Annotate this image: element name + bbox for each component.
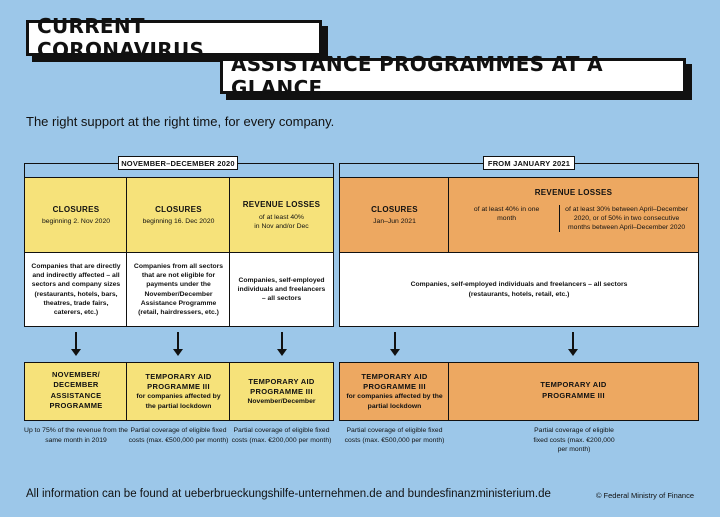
period-label-nov-dec: NOVEMBER–DECEMBER 2020 <box>118 156 238 170</box>
programme-2-title: TEMPORARY AID PROGRAMME III <box>145 372 212 392</box>
header-closures-nov-title: CLOSURES <box>52 204 100 214</box>
programme-2-sub: for companies affected by the partial lockdown <box>136 393 221 410</box>
programme-temporary-aid-jan <box>448 362 699 421</box>
note-col5: Partial coverage of eligible fixed costs (max. €200,000 per month) <box>533 427 615 454</box>
arrow-col5 <box>568 332 578 356</box>
eligibility-jan-subtext: (restaurants, hotels, retail, etc.) <box>468 290 570 298</box>
programme-1-title: NOVEMBER/ DECEMBER ASSISTANCE PROGRAMME <box>49 370 103 410</box>
programme-3-title: TEMPORARY AID PROGRAMME III <box>248 376 315 396</box>
programme-5-title: TEMPORARY AID PROGRAMME III <box>540 380 607 400</box>
header-revenue-losses-jan-title: REVENUE LOSSES <box>534 188 613 197</box>
header-revenue-losses-nov-title: REVENUE LOSSES <box>242 199 321 209</box>
header-revenue-losses-nov-line1: of at least 40% <box>259 213 304 221</box>
eligibility-col2-text: Companies from all sectors that are not eligible for payments under the November/December Assistance Programme (retail, hairdressers, etc.) <box>133 262 224 316</box>
header-revenue-losses-jan-right: of at least 30% between April–December 2020, or of 50% in two consecutive months between April–December 2020 <box>559 205 693 233</box>
note-col1: Up to 75% of the revenue from the same month in 2019 <box>24 427 128 444</box>
subtitle: The right support at the right time, for every company. <box>26 114 335 129</box>
eligibility-col3 <box>229 252 334 327</box>
header-revenue-losses-jan <box>448 177 699 254</box>
eligibility-col2 <box>126 252 231 327</box>
programme-temporary-aid-partial <box>126 362 231 421</box>
eligibility-jan <box>339 252 699 327</box>
period-label-jan: FROM JANUARY 2021 <box>483 156 575 170</box>
programme-3-sub: November/December <box>247 398 316 406</box>
header-closures-dec-date: beginning 16. Dec 2020 <box>142 218 215 226</box>
header-closures-dec-title: CLOSURES <box>155 204 202 214</box>
arrow-col3 <box>277 332 287 356</box>
header-closures-jan-date: Jan–Jun 2021 <box>373 218 416 226</box>
header-closures-nov <box>24 177 128 254</box>
programme-4-sub: for companies affected by the partial lockdown <box>346 393 443 410</box>
footer-info: All information can be found at ueberbrueckungshilfe-unternehmen.de and bundesfinanzministerium.de <box>26 488 551 500</box>
header-revenue-losses-nov <box>229 177 334 254</box>
programme-4-title: TEMPORARY AID PROGRAMME III <box>361 372 428 392</box>
title-line-1: CURRENT CORONAVIRUS <box>26 20 322 56</box>
note-col4: Partial coverage of eligible fixed costs (max. €500,000 per month) <box>344 427 445 444</box>
header-revenue-losses-nov-line2: in Nov and/or Dec <box>254 222 309 230</box>
eligibility-jan-text: Companies, self-employed individuals and freelancers – all sectors <box>410 281 628 289</box>
programme-nov-dec-assistance <box>24 362 128 421</box>
eligibility-col1-text: Companies that are directly and indirectly affected – all sectors and company sizes (restaurants, hotels, bars, theatres, trade fairs, caterers, etc.) <box>31 262 121 316</box>
header-closures-dec <box>126 177 231 254</box>
title-line-2: ASSISTANCE PROGRAMMES AT A GLANCE <box>220 58 686 94</box>
header-closures-jan <box>339 177 450 254</box>
eligibility-col1 <box>24 252 128 327</box>
programme-temporary-aid-jan-partial <box>339 362 450 421</box>
arrow-col4 <box>390 332 400 356</box>
arrow-col1 <box>71 332 81 356</box>
copyright: © Federal Ministry of Finance <box>595 491 694 500</box>
note-col3: Partial coverage of eligible fixed costs (max. €200,000 per month) <box>231 427 332 444</box>
eligibility-col3-text: Companies, self-employed individuals and freelancers – all sectors <box>237 276 326 303</box>
header-closures-nov-date: beginning 2. Nov 2020 <box>41 218 111 226</box>
note-col2: Partial coverage of eligible fixed costs (max. €500,000 per month) <box>128 427 229 444</box>
programme-temporary-aid-nov-dec <box>229 362 334 421</box>
header-closures-jan-title: CLOSURES <box>371 204 418 214</box>
arrow-col2 <box>173 332 183 356</box>
header-revenue-losses-jan-left: of at least 40% in one month <box>473 205 540 222</box>
